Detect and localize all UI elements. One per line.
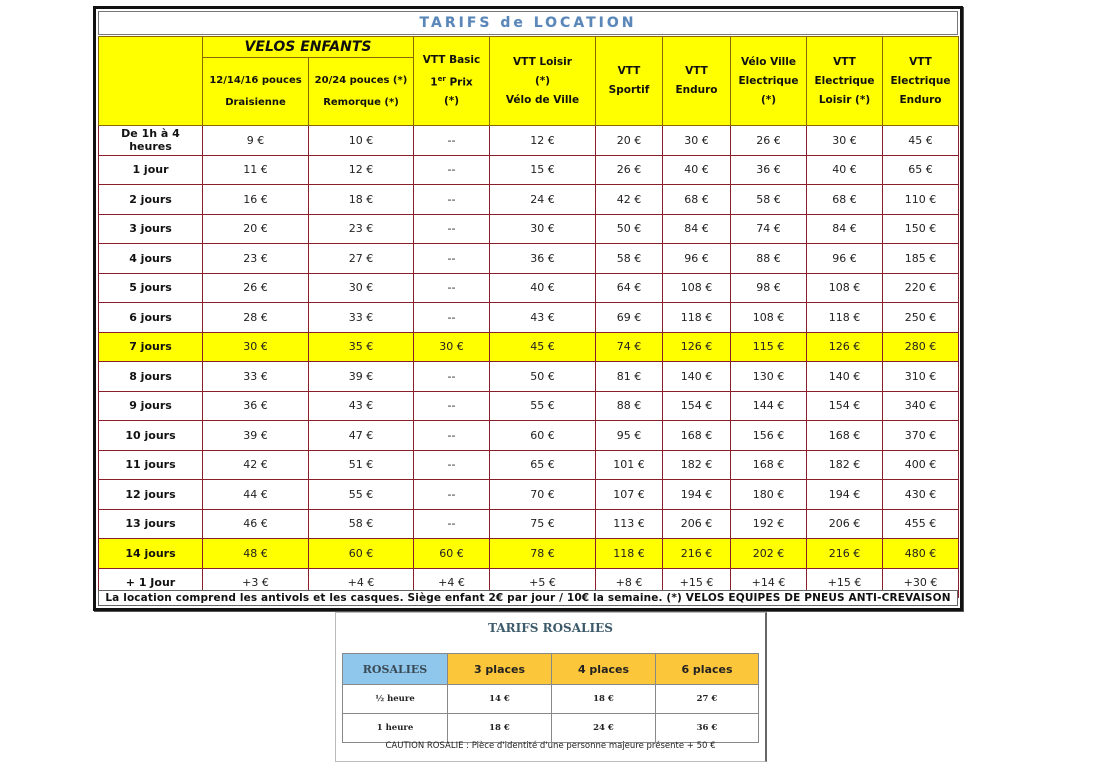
price-cell: 24 € [490,185,596,215]
price-cell: 84 € [807,214,883,244]
price-cell: 108 € [807,273,883,303]
price-cell: 126 € [807,332,883,362]
price-cell: 220 € [883,273,959,303]
price-cell: 39 € [203,421,309,451]
price-cell: 400 € [883,450,959,480]
price-cell: 30 € [807,126,883,156]
row-label: 2 jours [99,185,203,215]
table-row [99,214,959,244]
price-cell: 216 € [807,539,883,569]
price-cell: 28 € [203,303,309,333]
header-vtt-basic: VTT Basic 1er Prix (*) [414,37,490,126]
price-cell: 60 € [490,421,596,451]
rosalies-title: TARIFS ROSALIES [488,621,613,635]
price-cell: 51 € [309,450,414,480]
tariff-title: TARIFS de LOCATION [419,15,637,31]
price-cell: 39 € [309,362,414,392]
row-label: 9 jours [99,391,203,421]
price-cell: +8 € [596,568,663,598]
price-cell: 36 € [731,155,807,185]
row-label: 5 jours [99,273,203,303]
price-cell: 168 € [807,421,883,451]
price-cell: 12 € [309,155,414,185]
price-cell: 58 € [309,509,414,539]
price-cell: 96 € [807,244,883,274]
price-cell: 20 € [596,126,663,156]
row-label: 14 jours [99,539,203,569]
price-cell: 27 € [656,685,759,714]
price-cell: +4 € [414,568,490,598]
table-row [99,391,959,421]
price-cell: -- [414,273,490,303]
price-cell: 98 € [731,273,807,303]
price-cell: 27 € [309,244,414,274]
price-cell: 18 € [552,685,656,714]
price-cell: 180 € [731,480,807,510]
price-cell: 30 € [414,332,490,362]
price-cell: 36 € [656,714,759,743]
price-cell: 78 € [490,539,596,569]
price-cell: 156 € [731,421,807,451]
header-vtt-sportif: VTT Sportif [596,37,663,126]
price-cell: 88 € [731,244,807,274]
price-cell: 45 € [883,126,959,156]
price-cell: +14 € [731,568,807,598]
price-cell: -- [414,214,490,244]
price-cell: 75 € [490,509,596,539]
price-cell: 107 € [596,480,663,510]
price-cell: 150 € [883,214,959,244]
price-cell: 70 € [490,480,596,510]
price-cell: 110 € [883,185,959,215]
row-label: 1 jour [99,155,203,185]
row-label: 8 jours [99,362,203,392]
rental-tariff-panel [93,6,963,611]
row-label: 1 heure [343,714,448,743]
price-cell: -- [414,509,490,539]
rosalies-tariff-panel [335,612,767,762]
price-cell: 194 € [807,480,883,510]
price-cell: 23 € [309,214,414,244]
row-label: 7 jours [99,332,203,362]
price-cell: 154 € [663,391,731,421]
price-cell: 206 € [807,509,883,539]
tariff-title-bar [98,11,958,35]
row-label: + 1 Jour [99,568,203,598]
row-label: ½ heure [343,685,448,714]
price-cell: -- [414,421,490,451]
price-cell: 50 € [596,214,663,244]
price-cell: 69 € [596,303,663,333]
price-cell: 88 € [596,391,663,421]
price-cell: 113 € [596,509,663,539]
price-cell: 84 € [663,214,731,244]
table-row [99,362,959,392]
row-label: 3 jours [99,214,203,244]
table-row [99,155,959,185]
table-row [99,303,959,333]
price-cell: 455 € [883,509,959,539]
price-cell: 24 € [552,714,656,743]
price-cell: 140 € [807,362,883,392]
price-cell: 30 € [490,214,596,244]
price-cell: 12 € [490,126,596,156]
price-cell: 168 € [663,421,731,451]
row-label: De 1h à 4 heures [99,126,203,156]
price-cell: 74 € [596,332,663,362]
price-cell: 144 € [731,391,807,421]
price-cell: 154 € [807,391,883,421]
table-row [99,480,959,510]
price-cell: 43 € [490,303,596,333]
price-cell: 16 € [203,185,309,215]
price-cell: 11 € [203,155,309,185]
price-cell: 108 € [731,303,807,333]
price-cell: 36 € [203,391,309,421]
price-cell: 40 € [663,155,731,185]
price-cell: 58 € [731,185,807,215]
row-label: 6 jours [99,303,203,333]
row-label: 13 jours [99,509,203,539]
price-cell: -- [414,450,490,480]
table-row [99,244,959,274]
row-label: 11 jours [99,450,203,480]
price-cell: -- [414,155,490,185]
price-cell: 33 € [203,362,309,392]
price-cell: 15 € [490,155,596,185]
header-vtt-enduro: VTT Enduro [663,37,731,126]
price-cell: 185 € [883,244,959,274]
price-cell: +30 € [883,568,959,598]
price-cell: 168 € [731,450,807,480]
rental-tariff-table [98,36,959,598]
price-cell: 45 € [490,332,596,362]
price-cell: 310 € [883,362,959,392]
price-cell: 68 € [663,185,731,215]
price-cell: 42 € [203,450,309,480]
price-cell: 182 € [663,450,731,480]
price-cell: 18 € [309,185,414,215]
price-cell: 33 € [309,303,414,333]
price-cell: 46 € [203,509,309,539]
header-corner [99,37,203,126]
price-cell: 480 € [883,539,959,569]
price-cell: 202 € [731,539,807,569]
price-cell: 65 € [883,155,959,185]
price-cell: 81 € [596,362,663,392]
price-cell: 118 € [807,303,883,333]
header-4-places: 4 places [552,654,656,685]
table-row [343,685,759,714]
price-cell: 130 € [731,362,807,392]
price-cell: -- [414,362,490,392]
table-row [99,450,959,480]
price-cell: -- [414,244,490,274]
price-cell: 118 € [596,539,663,569]
price-cell: 47 € [309,421,414,451]
price-cell: 18 € [448,714,552,743]
price-cell: -- [414,480,490,510]
price-cell: 35 € [309,332,414,362]
header-12-14-16-pouces: 12/14/16 pouces Draisienne [203,58,309,126]
price-cell: 60 € [309,539,414,569]
price-cell: 250 € [883,303,959,333]
price-cell: 95 € [596,421,663,451]
table-row [99,126,959,156]
price-cell: 64 € [596,273,663,303]
price-cell: 43 € [309,391,414,421]
price-cell: 101 € [596,450,663,480]
price-cell: -- [414,303,490,333]
price-cell: -- [414,391,490,421]
header-velo-ville-electrique: Vélo Ville Electrique (*) [731,37,807,126]
price-cell: 430 € [883,480,959,510]
table-row [99,509,959,539]
price-cell: 340 € [883,391,959,421]
price-cell: 44 € [203,480,309,510]
price-cell: 140 € [663,362,731,392]
price-cell: 36 € [490,244,596,274]
price-cell: 40 € [490,273,596,303]
price-cell: 14 € [448,685,552,714]
header-vtt-electrique-loisir: VTT Electrique Loisir (*) [807,37,883,126]
price-cell: 48 € [203,539,309,569]
price-cell: +15 € [663,568,731,598]
header-6-places: 6 places [656,654,759,685]
header-vtt-loisir: VTT Loisir (*) Vélo de Ville [490,37,596,126]
price-cell: 9 € [203,126,309,156]
footer-note: La location comprend les antivols et les casques. Siège enfant 2€ par jour / 10€ la semaine. (*) VELOS EQUIPES DE PNEUS ANTI-CREVAISON [98,590,958,606]
price-cell: +4 € [309,568,414,598]
table-row [99,539,959,569]
price-cell: 42 € [596,185,663,215]
price-cell: 26 € [731,126,807,156]
rosalies-caution-note: CAUTION ROSALIE : Pièce d'identité d'une personne majeure présente + 50 € [385,741,716,751]
rosalies-table [342,653,759,743]
table-row [343,714,759,743]
price-cell: 26 € [203,273,309,303]
price-cell: 216 € [663,539,731,569]
tariff-table-body [99,126,959,598]
price-cell: 194 € [663,480,731,510]
price-cell: 23 € [203,244,309,274]
price-cell: +3 € [203,568,309,598]
header-vtt-electrique-enduro: VTT Electrique Enduro [883,37,959,126]
header-velos-enfants: VELOS ENFANTS [203,37,414,58]
price-cell: 280 € [883,332,959,362]
price-cell: 115 € [731,332,807,362]
row-label: 10 jours [99,421,203,451]
price-cell: 60 € [414,539,490,569]
price-cell: -- [414,126,490,156]
price-cell: 370 € [883,421,959,451]
price-cell: 55 € [490,391,596,421]
row-label: 4 jours [99,244,203,274]
price-cell: 26 € [596,155,663,185]
price-cell: +15 € [807,568,883,598]
table-row [99,332,959,362]
price-cell: 55 € [309,480,414,510]
table-row [99,421,959,451]
price-cell: 10 € [309,126,414,156]
price-cell: 30 € [309,273,414,303]
price-cell: 50 € [490,362,596,392]
table-row [99,273,959,303]
price-cell: 118 € [663,303,731,333]
rosalies-corner-header: ROSALIES [343,654,448,685]
price-cell: 182 € [807,450,883,480]
price-cell: 30 € [203,332,309,362]
header-20-24-pouces: 20/24 pouces (*) Remorque (*) [309,58,414,126]
row-label: 12 jours [99,480,203,510]
price-cell: -- [414,185,490,215]
price-cell: 65 € [490,450,596,480]
price-cell: 192 € [731,509,807,539]
price-cell: +5 € [490,568,596,598]
price-cell: 206 € [663,509,731,539]
price-cell: 58 € [596,244,663,274]
price-cell: 68 € [807,185,883,215]
table-row [99,185,959,215]
price-cell: 30 € [663,126,731,156]
price-cell: 20 € [203,214,309,244]
price-cell: 126 € [663,332,731,362]
price-cell: 74 € [731,214,807,244]
price-cell: 108 € [663,273,731,303]
price-cell: 96 € [663,244,731,274]
price-cell: 40 € [807,155,883,185]
header-3-places: 3 places [448,654,552,685]
